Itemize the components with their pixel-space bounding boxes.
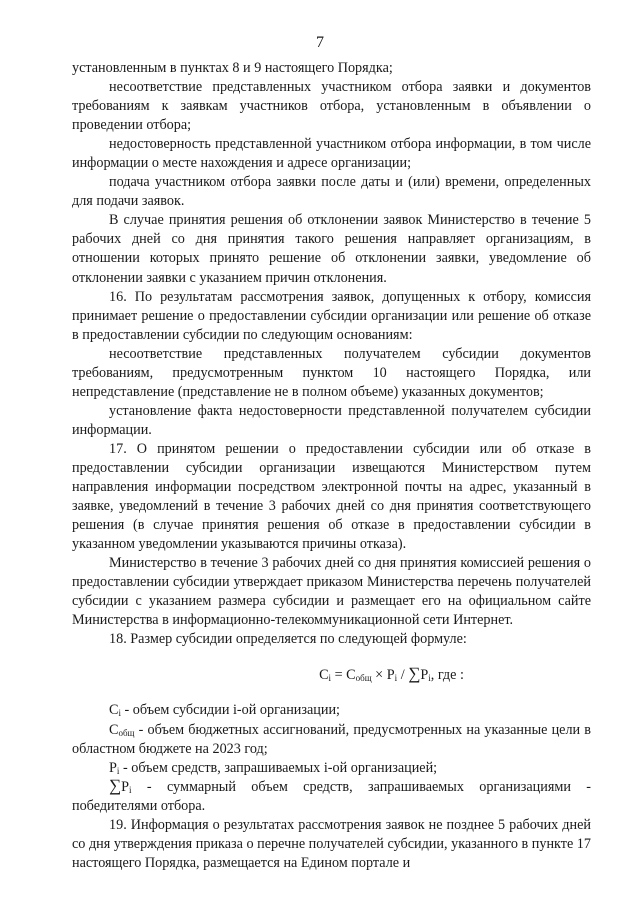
page-number: 7 — [316, 34, 324, 51]
paragraph: установленным в пунктах 8 и 9 настоящего Порядка; — [72, 60, 393, 76]
sum-symbol: ∑ — [408, 664, 421, 684]
document-body — [72, 59, 591, 873]
definition-pi: $P_i$ - объем средств, запрашиваемых i-ой организацией; — [109, 759, 438, 776]
paragraph: установление факта недостоверности представленной получателем субсидии информации. — [72, 402, 591, 438]
subsidy-formula: $C_i = C_{общ} \times P_i / \sum P_i$, где : — [319, 664, 464, 684]
paragraph: 17. О принятом решении о предоставлении субсидии или об отказе в предоставлении субсидии организации извещаются Министерством путем направления информации посредством электронной почты на адрес, указанный в заявке, уведомлений в течение 3 рабочих дней со дня принятия соответствующего решения (в случае принятия решения об отказе в предоставлении субсидии в указанном уведомлении указываются причины отказа). — [72, 440, 591, 553]
paragraphs-top — [72, 59, 591, 649]
paragraph: несоответствие представленных участником отбора заявки и документов требованиям к заявкам участников отбора, установленным в объявлении о проведении отбора; — [72, 79, 591, 134]
paragraph: В случае принятия решения об отклонении заявок Министерство в течение 5 рабочих дней со дня принятия такого решения направляет организациям, в отношении которых принято решение об отклонении заявки, уведомление об отклонении заявки с указанием причин отклонения. — [72, 212, 591, 286]
paragraph: 16. По результатам рассмотрения заявок, допущенных к отбору, комиссия принимает решение о предоставлении субсидии организации или решение об отказе в предоставлении субсидии по следующим основаниям: — [72, 288, 591, 343]
definition-c-total: $C_{общ}$ - объем бюджетных ассигнований, предусмотренных на указанные цели в областном бюджете на 2023 год; — [72, 721, 591, 757]
paragraph: Министерство в течение 3 рабочих дней со дня принятия комиссией решения о предоставлении субсидии утверждает приказом Министерства перечень получателей субсидии с указанием размера субсидии и размещает его на официальном сайте Министерства в информационно-телекоммуникационной сети Интернет. — [72, 555, 591, 629]
paragraph: недостоверность представленной участником отбора информации, в том числе информации о месте нахождения и адресе организации; — [72, 136, 591, 172]
definition-ci: $C_i$ - объем субсидии i-ой организации; — [109, 702, 341, 719]
paragraph-19: 19. Информация о результатах рассмотрения заявок не позднее 5 рабочих дней со дня утверждения приказа о перечне получателей субсидии, указанного в пункте 17 настоящего Порядка, размещается на Едином портале и — [72, 816, 591, 871]
paragraph: подача участником отбора заявки после даты и (или) времени, определенных для подачи заявок. — [72, 174, 591, 210]
paragraph: несоответствие представленных получателем субсидии документов требованиям, предусмотренным пунктом 10 настоящего Порядка, или непредставление (представление не в полном объеме) указанных документов; — [72, 345, 591, 400]
definition-sum-pi: $\sum P_i$ - суммарный объем средств, запрашиваемых организациями - победителями отбора. — [72, 775, 591, 814]
paragraph: 18. Размер субсидии определяется по следующей формуле: — [109, 631, 467, 648]
